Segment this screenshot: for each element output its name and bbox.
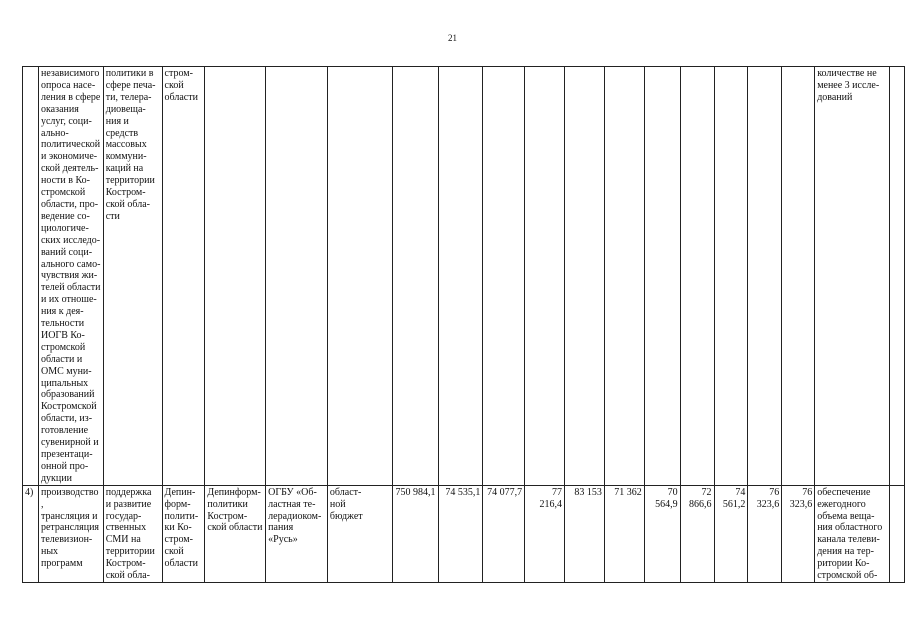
cell-year-value xyxy=(604,67,644,486)
cell-year-value xyxy=(525,67,565,486)
cell-responsible: Депинформ- политики Костром- ской области xyxy=(205,485,266,582)
cell-number: 4) xyxy=(23,485,39,582)
cell-year-value xyxy=(565,67,605,486)
table-row xyxy=(23,485,905,582)
cell-year-value: 76 323,6 xyxy=(748,485,782,582)
cell-year-value: 83 153 xyxy=(565,485,605,582)
cell-total: 750 984,1 xyxy=(392,485,438,582)
table-row xyxy=(23,67,905,486)
cell-year-value: 74 561,2 xyxy=(714,485,748,582)
cell-activity: независимого опроса насе- ления в сфере оказания услуг, соци- ально- политической и экономиче- ской деятель- ности в Ко- стромской области, про- ведение со- циологиче- ских исследо- ваний соци- ального само- чувствия жи- телей области и их отноше- ния к дея- тельности ИОГВ Ко- стромской области и ОМС муни- ципальных образований Костромской области, из- готовление сувенирной и презентаци- онной про- дукции xyxy=(38,67,103,486)
cell-year-value: 70 564,9 xyxy=(644,485,680,582)
cell-task: политики в сфере печа- ти, телера- диовеща- ния и средств массовых коммуни- каций на территории Костром- ской обла- сти xyxy=(103,67,162,486)
cell-year-value xyxy=(483,67,525,486)
cell-source: област- ной бюджет xyxy=(327,485,392,582)
cell-source xyxy=(327,67,392,486)
program-table xyxy=(22,66,905,583)
cell-year-value xyxy=(680,67,714,486)
cell-coordinator: стром- ской области xyxy=(162,67,205,486)
cell-year-value: 77 216,4 xyxy=(525,485,565,582)
cell-year-value xyxy=(748,67,782,486)
cell-year-value: 76 323,6 xyxy=(782,485,815,582)
cell-year-value xyxy=(438,67,483,486)
cell-result: обеспечение ежегодного объема веща- ния областного канала телеви- дения на тер- ритории Ко- стромской об- xyxy=(815,485,890,582)
cell-year-value xyxy=(714,67,748,486)
cell-year-value: 74 535,1 xyxy=(438,485,483,582)
cell-year-value: 74 077,7 xyxy=(483,485,525,582)
cell-extra xyxy=(889,485,904,582)
cell-task: поддержка и развитие государ- ственных СМИ на территории Костром- ской обла- xyxy=(103,485,162,582)
cell-extra xyxy=(889,67,904,486)
cell-year-value xyxy=(782,67,815,486)
cell-year-value: 71 362 xyxy=(604,485,644,582)
cell-executor: ОГБУ «Об- ластная те- лерадиоком- пания «Русь» xyxy=(266,485,328,582)
page-number: 21 xyxy=(448,33,457,43)
cell-executor xyxy=(266,67,328,486)
cell-result: количестве не менее 3 иссле- дований xyxy=(815,67,890,486)
cell-responsible xyxy=(205,67,266,486)
cell-activity: производство, трансляция и ретрансляция телевизион- ных программ xyxy=(38,485,103,582)
cell-year-value xyxy=(644,67,680,486)
cell-total xyxy=(392,67,438,486)
cell-number xyxy=(23,67,39,486)
cell-year-value: 72 866,6 xyxy=(680,485,714,582)
cell-coordinator: Депин- форм- полити- ки Ко- стром- ской области xyxy=(162,485,205,582)
